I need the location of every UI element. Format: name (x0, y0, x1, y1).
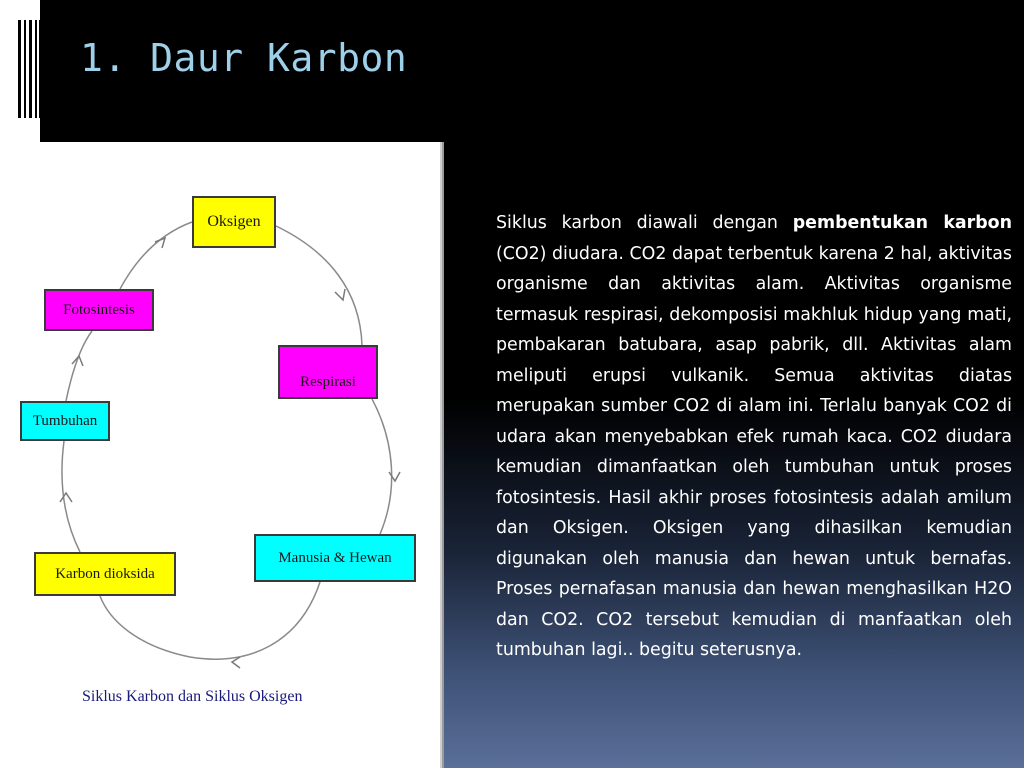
slide-title: 1. Daur Karbon (80, 36, 408, 80)
node-fotosintesis: Fotosintesis (44, 289, 154, 331)
body-text-part1: Siklus karbon diawali dengan (496, 213, 793, 233)
node-respirasi: Respirasi (278, 345, 378, 399)
body-paragraph (496, 208, 1012, 666)
carbon-cycle-diagram (0, 142, 440, 768)
decorative-bars-icon (18, 18, 42, 120)
node-manusia-hewan: Manusia & Hewan (254, 534, 416, 582)
body-text-part2: (CO2) diudara. CO2 dapat terbentuk karena 2 hal, aktivitas organisme dan aktivitas alam. Aktivitas organisme termasuk respirasi, dekomposisi makhluk hidup yang mati, pembakaran batubara, asap pabrik, dll. Aktivitas alam meliputi erupsi vulkanik. Semua aktivitas diatas merupakan sumber CO2 di alam ini. Terlalu banyak CO2 di udara akan menyebabkan efek rumah kaca. CO2 diudara kemudian dimanfaatkan oleh tumbuhan untuk proses fotosintesis. Hasil akhir proses fotosintesis adalah amilum dan Oksigen. Oksigen yang dihasilkan kemudian digunakan oleh manusia dan hewan untuk bernafas. Proses pernafasan manusia dan hewan menghasilkan H2O dan CO2. CO2 tersebut kemudian di manfaatkan oleh tumbuhan lagi.. begitu seterusnya. (496, 243, 1012, 660)
node-oksigen: Oksigen (192, 196, 276, 248)
diagram-caption: Siklus Karbon dan Siklus Oksigen (82, 688, 303, 705)
body-text-emphasis: pembentukan karbon (792, 213, 1012, 233)
node-karbon-dioksida: Karbon dioksida (34, 552, 176, 596)
node-tumbuhan: Tumbuhan (20, 401, 110, 441)
